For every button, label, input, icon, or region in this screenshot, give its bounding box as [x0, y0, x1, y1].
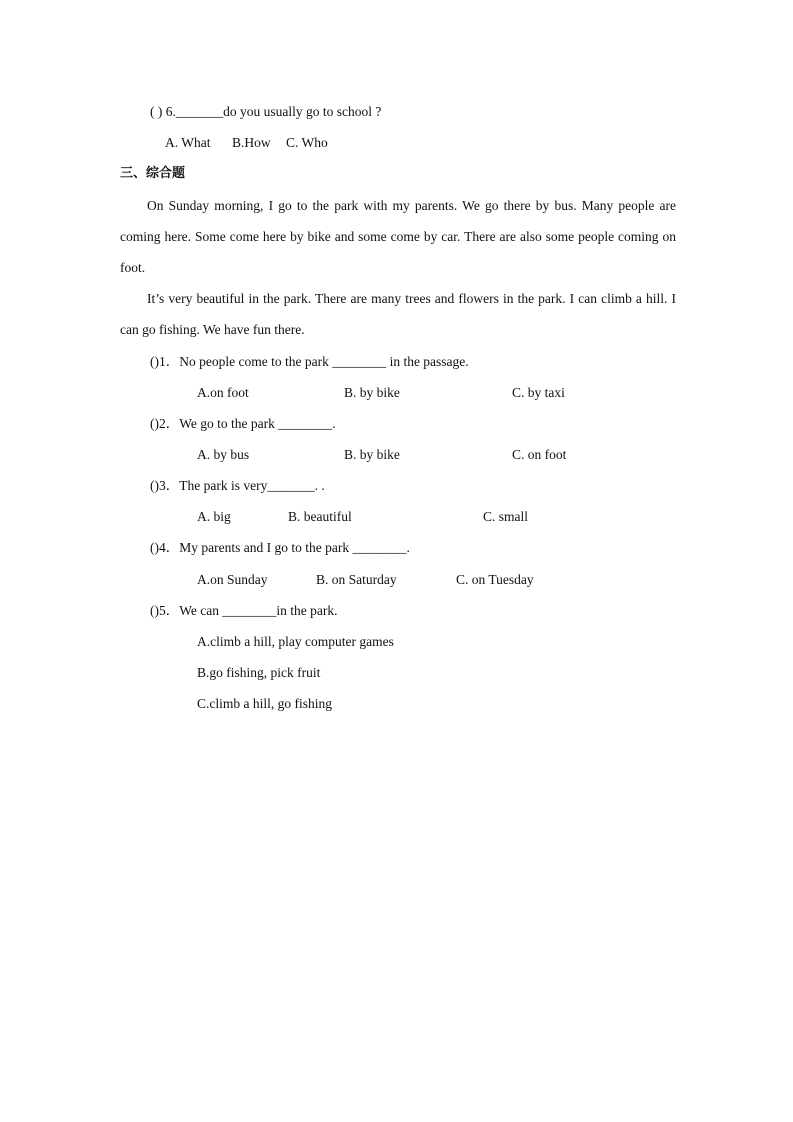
- question-2-option-c: C. on foot: [512, 447, 567, 462]
- question-1-option-c: C. by taxi: [512, 385, 565, 400]
- passage-paragraph-2-text: It’s very beautiful in the park. There are many trees and flowers in the park. I can climb a hill. I can go fishing. We have fun there.: [120, 291, 676, 337]
- question-4-stem: ()4．My parents and I go to the park ________.: [150, 540, 410, 555]
- question-3-option-b: B. beautiful: [288, 509, 352, 524]
- section-heading: 三、综合题: [120, 166, 186, 181]
- question-2-stem: ()2．We go to the park ________.: [150, 416, 336, 431]
- question-5-option-c: C.climb a hill, go fishing: [197, 696, 332, 711]
- question-6-option-c: C. Who: [286, 135, 328, 150]
- passage-paragraph-1-text: On Sunday morning, I go to the park with my parents. We go there by bus. Many people are coming here. Some come here by bike and some come by car. There are also some people coming on foot.: [120, 198, 676, 275]
- question-5-stem: ()5．We can ________in the park.: [150, 603, 338, 618]
- question-2-option-a: A. by bus: [197, 447, 250, 462]
- passage-paragraph-2: [120, 283, 676, 345]
- passage-paragraph-1: [120, 190, 676, 283]
- question-6-option-a: A. What: [165, 135, 211, 150]
- question-6-stem: ( ) 6._______do you usually go to school ?: [150, 104, 382, 119]
- question-4-option-c: C. on Tuesday: [456, 572, 534, 587]
- question-4-option-a: A.on Sunday: [197, 572, 268, 587]
- question-3-option-c: C. small: [483, 509, 529, 524]
- question-3-stem: ()3．The park is very_______. .: [150, 478, 325, 493]
- question-1-option-a: A.on foot: [197, 385, 249, 400]
- question-2-option-b: B. by bike: [344, 447, 400, 462]
- question-6-option-b: B.How: [232, 135, 271, 150]
- question-5-option-a: A.climb a hill, play computer games: [197, 634, 394, 649]
- question-4-option-b: B. on Saturday: [316, 572, 397, 587]
- question-5-option-b: B.go fishing, pick fruit: [197, 665, 321, 680]
- question-1-stem: ()1．No people come to the park ________ in the passage.: [150, 354, 469, 369]
- question-1-option-b: B. by bike: [344, 385, 400, 400]
- question-3-option-a: A. big: [197, 509, 231, 524]
